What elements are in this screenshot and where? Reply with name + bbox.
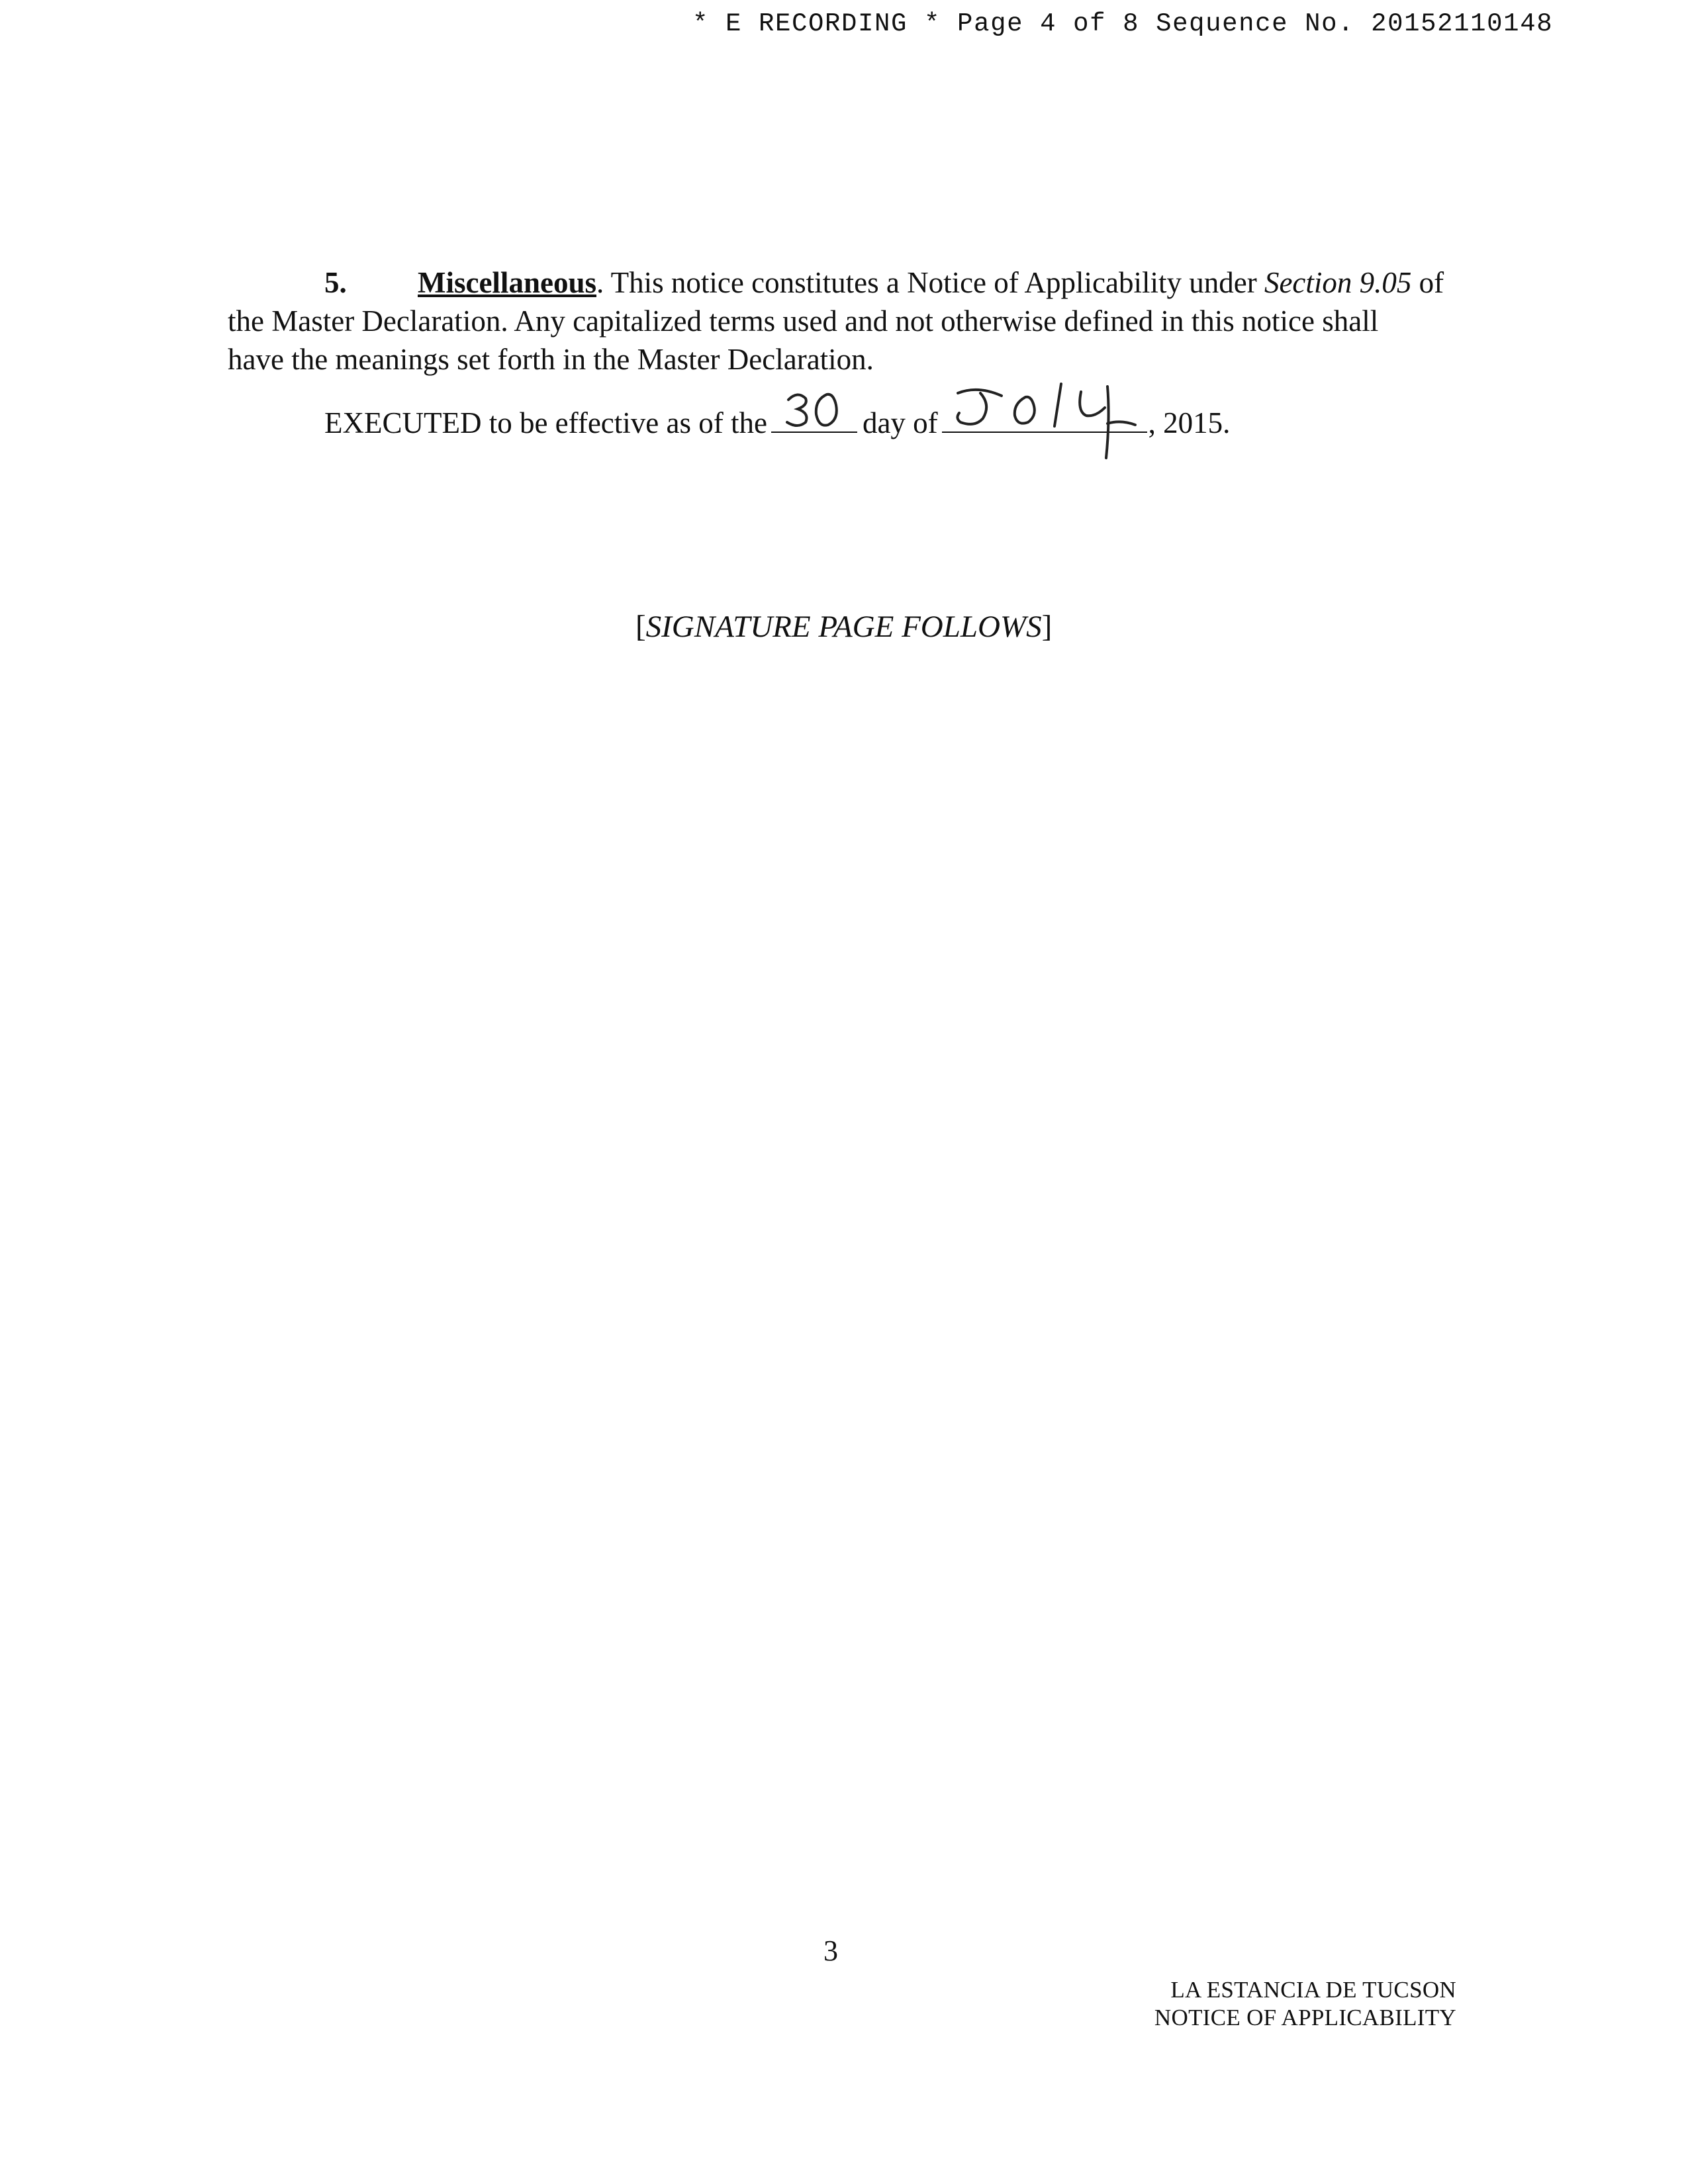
paragraph-line-2: the Master Declaration. Any capitalized terms used and not otherwise defined in this notice shall: [228, 304, 1379, 338]
execution-date-line: [324, 404, 1230, 442]
paragraph-line-1: [228, 263, 1458, 302]
recording-header: * E RECORDING * Page 4 of 8 Sequence No. 20152110148: [692, 9, 1554, 38]
execution-prefix: EXECUTED to be effective as of the: [324, 406, 767, 439]
section-number: 5.: [324, 266, 347, 299]
section-text-part1: . This notice constitutes a Notice of Applicability under: [596, 266, 1264, 299]
open-bracket: [: [635, 610, 646, 644]
execution-middle: day of: [862, 406, 938, 439]
footer-document-title: [1125, 1976, 1456, 2032]
month-blank: [942, 405, 1147, 433]
handwritten-month-value: [951, 379, 1143, 465]
signature-page-follows: [635, 609, 1052, 645]
day-blank: [771, 405, 857, 433]
footer-line-2: NOTICE OF APPLICABILITY: [1154, 2005, 1456, 2030]
handwritten-day-value: [775, 387, 855, 433]
section-reference: Section 9.05: [1264, 266, 1412, 299]
paragraph-line-3: have the meanings set forth in the Master Declaration.: [228, 343, 874, 376]
close-bracket: ]: [1041, 610, 1053, 644]
miscellaneous-paragraph: [228, 263, 1458, 379]
footer-line-1: LA ESTANCIA DE TUCSON: [1170, 1977, 1456, 2003]
section-heading: Miscellaneous: [418, 266, 596, 299]
section-text-part2: of: [1411, 266, 1444, 299]
execution-suffix: , 2015.: [1148, 406, 1231, 439]
signature-notice-text: SIGNATURE PAGE FOLLOWS: [645, 610, 1042, 644]
page-number: 3: [823, 1934, 838, 1967]
